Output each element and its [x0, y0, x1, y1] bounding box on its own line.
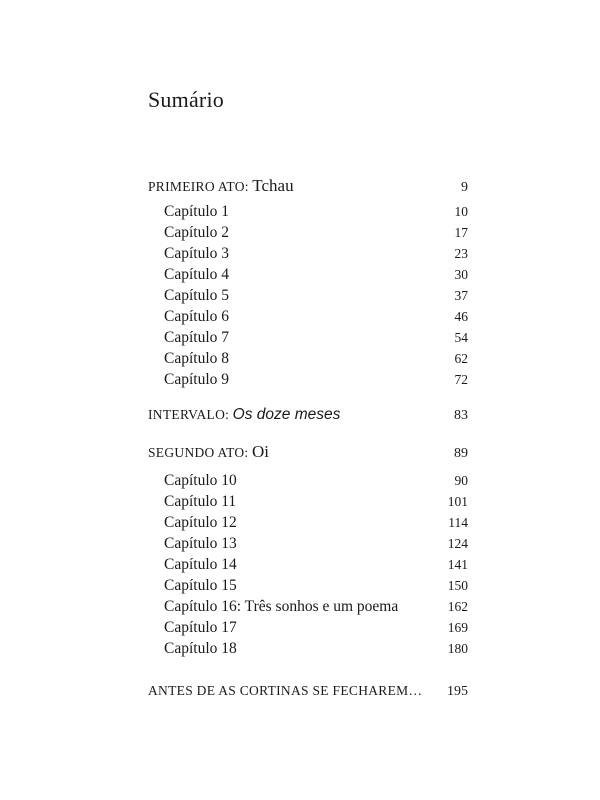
part-label: PRIMEIRO ATO:: [148, 179, 249, 194]
chapter-label: Capítulo 17: [164, 619, 237, 636]
chapter-label: Capítulo 8: [164, 350, 230, 367]
part-label: INTERVALO:: [148, 407, 230, 422]
toc-chapter-entry: [164, 640, 468, 662]
toc-chapter-entry: [164, 224, 468, 246]
page-number: 101: [447, 494, 468, 509]
page-number: 30: [454, 267, 468, 282]
chapter-label: Capítulo 4: [164, 266, 230, 283]
page-number: 89: [454, 446, 468, 461]
toc-part-entry: [148, 442, 468, 464]
toc-chapter-entry: [164, 619, 468, 641]
closing-label: ANTES DE AS CORTINAS SE FECHAREM…: [148, 683, 423, 698]
toc-chapter-entry: [164, 203, 468, 225]
page-number: 9: [461, 180, 468, 195]
toc-part-entry: [148, 176, 468, 198]
toc-chapter-entry: [164, 493, 468, 515]
toc-chapter-entry: [164, 556, 468, 578]
page-title: Sumário: [148, 87, 224, 112]
part-label: SEGUNDO ATO:: [148, 445, 249, 460]
page-number: 169: [447, 620, 468, 635]
chapter-label: Capítulo 12: [164, 514, 237, 531]
chapter-label: Capítulo 9: [164, 371, 230, 388]
page-number: 23: [454, 246, 468, 261]
toc-chapter-entry: [164, 245, 468, 267]
page-number: 17: [454, 225, 468, 240]
chapter-label: Capítulo 7: [164, 329, 230, 346]
chapter-label: Capítulo 11: [164, 493, 237, 510]
page-number: 195: [447, 684, 468, 699]
chapter-label: Capítulo 13: [164, 535, 237, 552]
page-number: 162: [447, 599, 468, 614]
chapter-label: Capítulo 2: [164, 224, 230, 241]
chapter-label: Capítulo 10: [164, 472, 237, 489]
page-number: 72: [454, 372, 468, 387]
toc-chapter-entry: [164, 472, 468, 494]
toc-chapter-entry: [164, 266, 468, 288]
page-number: 124: [447, 536, 468, 551]
chapter-label: Capítulo 18: [164, 640, 237, 657]
toc-closing-entry: [148, 683, 468, 705]
chapter-label: Capítulo 1: [164, 203, 230, 220]
toc-chapter-entry: [164, 371, 468, 393]
chapter-label: Capítulo 3: [164, 245, 230, 262]
page-number: 62: [454, 351, 468, 366]
toc-chapter-entry: [164, 329, 468, 351]
chapter-label: Capítulo 6: [164, 308, 230, 325]
toc-chapter-entry: [164, 598, 468, 620]
part-subtitle: Os doze meses: [232, 406, 341, 423]
toc-chapter-entry: [164, 350, 468, 372]
toc-chapter-entry: [164, 514, 468, 536]
page-number: 10: [454, 204, 468, 219]
toc-chapter-entry: [164, 308, 468, 330]
toc-part-entry: [148, 406, 468, 428]
toc-chapter-entry: [164, 287, 468, 309]
chapter-label: Capítulo 14: [164, 556, 237, 573]
chapter-label: Capítulo 16: Três sonhos e um poema: [164, 598, 399, 615]
part-title: [148, 406, 340, 424]
page-number: 46: [454, 309, 468, 324]
page-number: 150: [447, 578, 468, 593]
toc-chapter-entry: [164, 535, 468, 557]
page-number: 37: [454, 288, 468, 303]
chapter-label: Capítulo 5: [164, 287, 230, 304]
page-number: 83: [454, 408, 468, 423]
page-number: 180: [447, 641, 468, 656]
page-number: 114: [448, 515, 468, 530]
part-subtitle: Tchau: [252, 176, 294, 195]
part-subtitle: Oi: [252, 442, 269, 461]
toc-chapter-entry: [164, 577, 468, 599]
chapter-label: Capítulo 15: [164, 577, 237, 594]
page-number: 90: [454, 473, 468, 488]
page-number: 141: [447, 557, 468, 572]
part-title: [148, 442, 269, 462]
page-number: 54: [454, 330, 468, 345]
part-title: [148, 176, 294, 196]
